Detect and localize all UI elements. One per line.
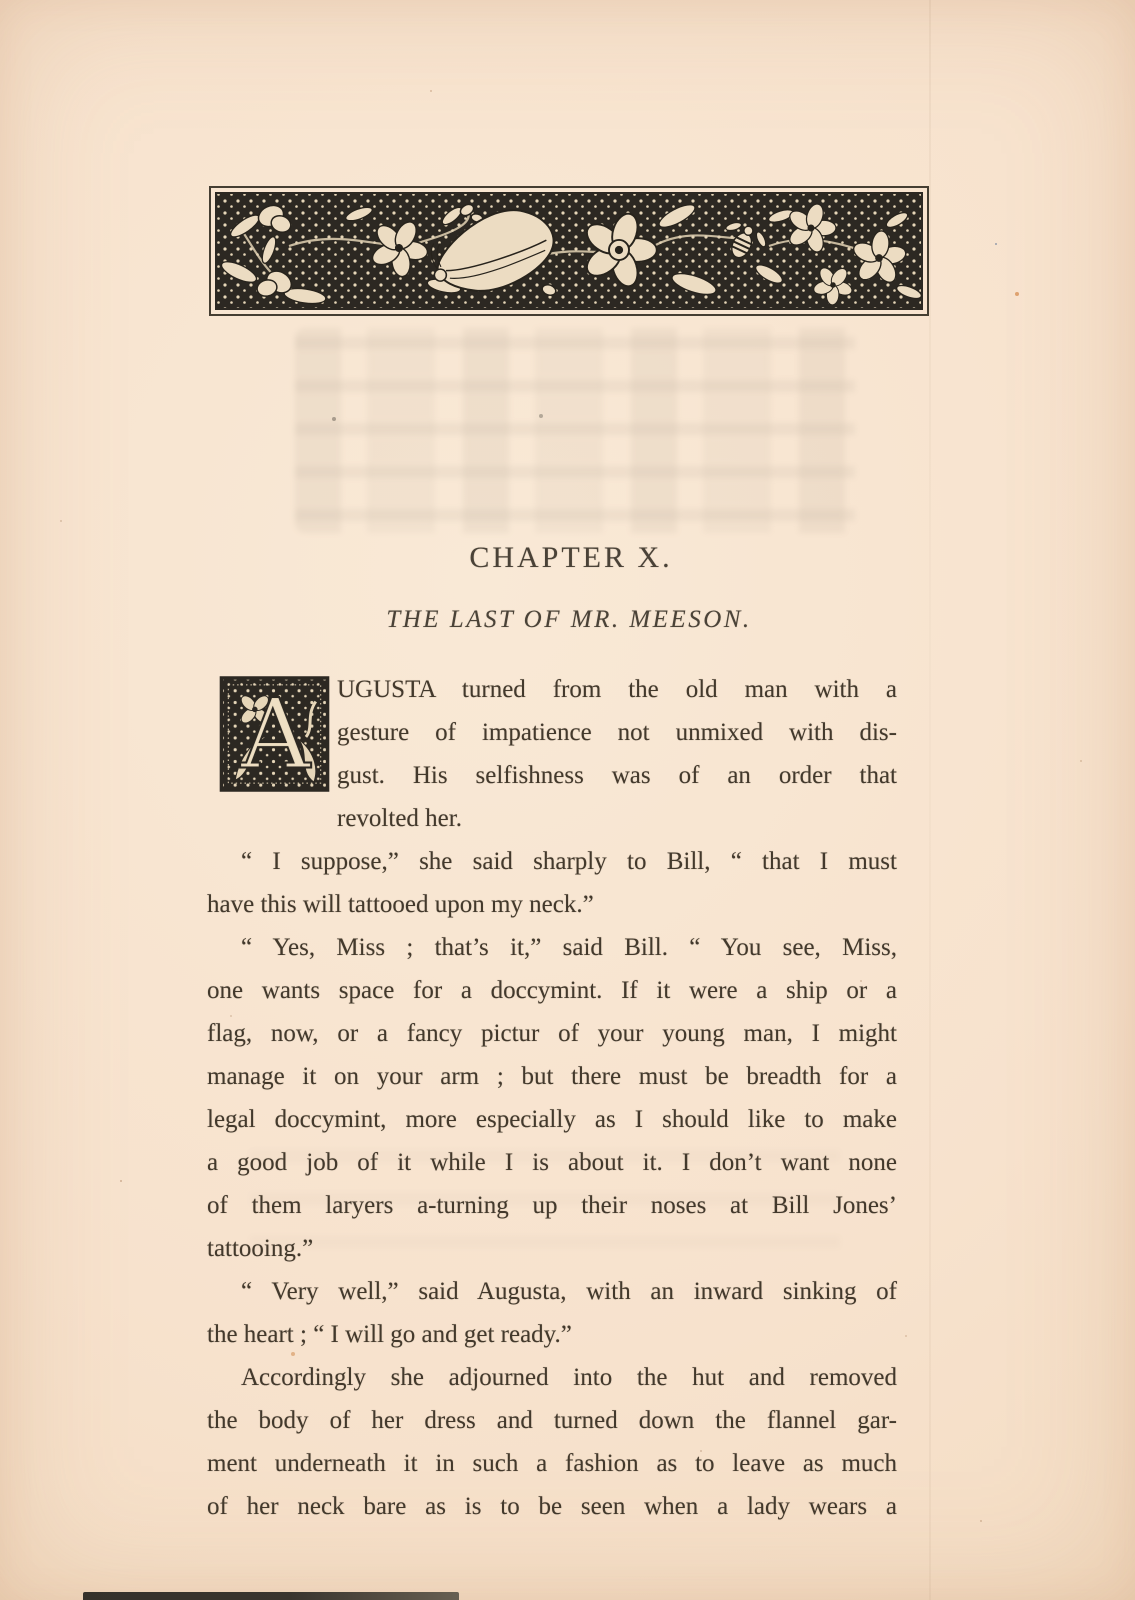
drop-cap-letter: A: [240, 678, 311, 791]
text-line: one wants space for a doccymint. If it were a ship or a: [207, 977, 897, 1004]
text-line: gust. His selfishness was of an order that: [337, 762, 897, 789]
text-line: the body of her dress and turned down the flannel gar-: [207, 1407, 897, 1434]
text-line: the heart ; “ I will go and get ready.”: [207, 1321, 572, 1348]
text-line: “ Very well,” said Augusta, with an inward sinking of: [241, 1278, 897, 1305]
text-line: ment underneath it in such a fashion as to leave as much: [207, 1450, 897, 1477]
drop-cap: [219, 676, 330, 792]
text-line: UGUSTA turned from the old man with a: [337, 676, 897, 703]
text-column: [207, 668, 897, 1548]
chapter-subtitle: THE LAST OF MR. MEESON.: [386, 606, 752, 633]
text-line: “ Yes, Miss ; that’s it,” said Bill. “ You see, Miss,: [241, 934, 897, 961]
header-ornament-band: [209, 186, 929, 316]
text-line: have this will tattooed upon my neck.”: [207, 891, 594, 918]
text-line: a good job of it while I is about it. I don’t want none: [207, 1149, 897, 1176]
text-line: of them laryers a-turning up their noses at Bill Jones’: [207, 1192, 897, 1219]
text-line: manage it on your arm ; but there must be breadth for a: [207, 1063, 897, 1090]
text-line: Accordingly she adjourned into the hut and removed: [241, 1364, 897, 1391]
chapter-heading: CHAPTER X.: [469, 541, 673, 574]
text-line: revolted her.: [337, 805, 462, 832]
text-line: “ I suppose,” she said sharply to Bill, “ that I must: [241, 848, 897, 875]
text-line: tattooing.”: [207, 1235, 314, 1262]
paper-crease: [929, 0, 931, 1600]
text-line: of her neck bare as is to be seen when a lady wears a: [207, 1493, 897, 1520]
text-line: flag, now, or a fancy pictur of your young man, I might: [207, 1020, 897, 1047]
show-through-text: [295, 328, 855, 533]
text-line: gesture of impatience not unmixed with dis-: [337, 719, 897, 746]
scan-edge-strip: [83, 1592, 459, 1600]
text-line: legal doccymint, more especially as I should like to make: [207, 1106, 897, 1133]
paper-speckles: [0, 0, 2, 2]
